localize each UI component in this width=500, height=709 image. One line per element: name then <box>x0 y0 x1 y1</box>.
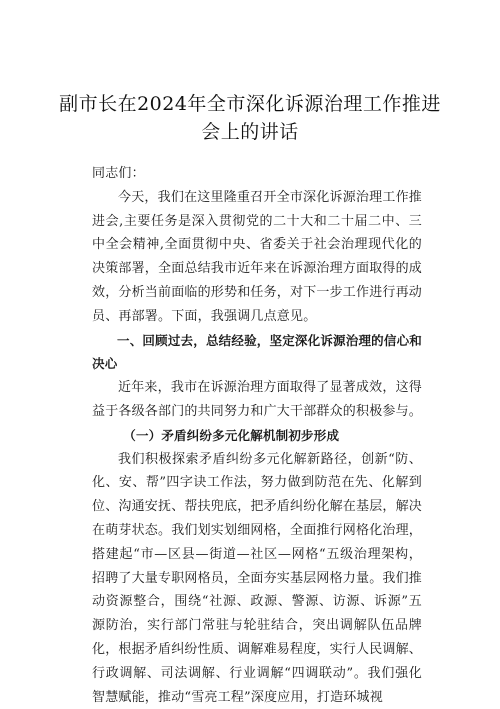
paragraph-opening: 今天，我们在这里隆重召开全市深化诉源治理工作推进会,主要任务是深入贯彻党的二十大和二十届二中、三中全会精神,全面贯彻中央、省委关于社会治理现代化的决策部署，全面总结我市近年来在诉源治理方面取得的成效，分析当前面临的形势和任务，对下一步工作进行再动员、再部署。下面，我强调几点意见。 <box>92 189 423 324</box>
paragraph-review: 近年来，我市在诉源治理方面取得了显著成效，这得益于各级各部门的共同努力和广大干部群众的积极参与。 <box>92 380 423 419</box>
paragraph-mechanism: 我们积极探索矛盾纠纷多元化解新路径，创新“防、化、安、帮”四字诀工作法，努力做到防范在先、化解到位、沟通安抚、帮扶兜底，把矛盾纠纷化解在基层，解决在萌芽状态。我们划实划细网格，全面推行网格化治理，搭建起“市—区县—街道—社区—网格“五级治理架构，招聘了大量专职网格员，全面夯实基层网格力量。我们推动资源整合，围绕“社源、政源、警源、访源、诉源”五源防治，实行部门常驻与轮驻结合，突出调解队伍品牌化，根据矛盾纠纷性质、调解难易程度，实行人民调解、行政调解、司法调解、行业调解“四调联动”。我们强化智慧赋能，推动“雪亮工程”深度应用，打造环城视 <box>92 451 423 705</box>
salutation: 同志们： <box>92 166 145 181</box>
document-body <box>92 162 422 709</box>
document-title-line-1: 副市长在2024年全市深化诉源治理工作推进 <box>59 93 441 115</box>
subsection-heading-1: （一）矛盾纠纷多元化解机制初步形成 <box>123 427 340 443</box>
document-title-line-2: 会上的讲话 <box>201 121 299 143</box>
section-heading-1: 一、回顾过去，总结经验，坚定深化诉源治理的信心和决心 <box>92 332 422 372</box>
